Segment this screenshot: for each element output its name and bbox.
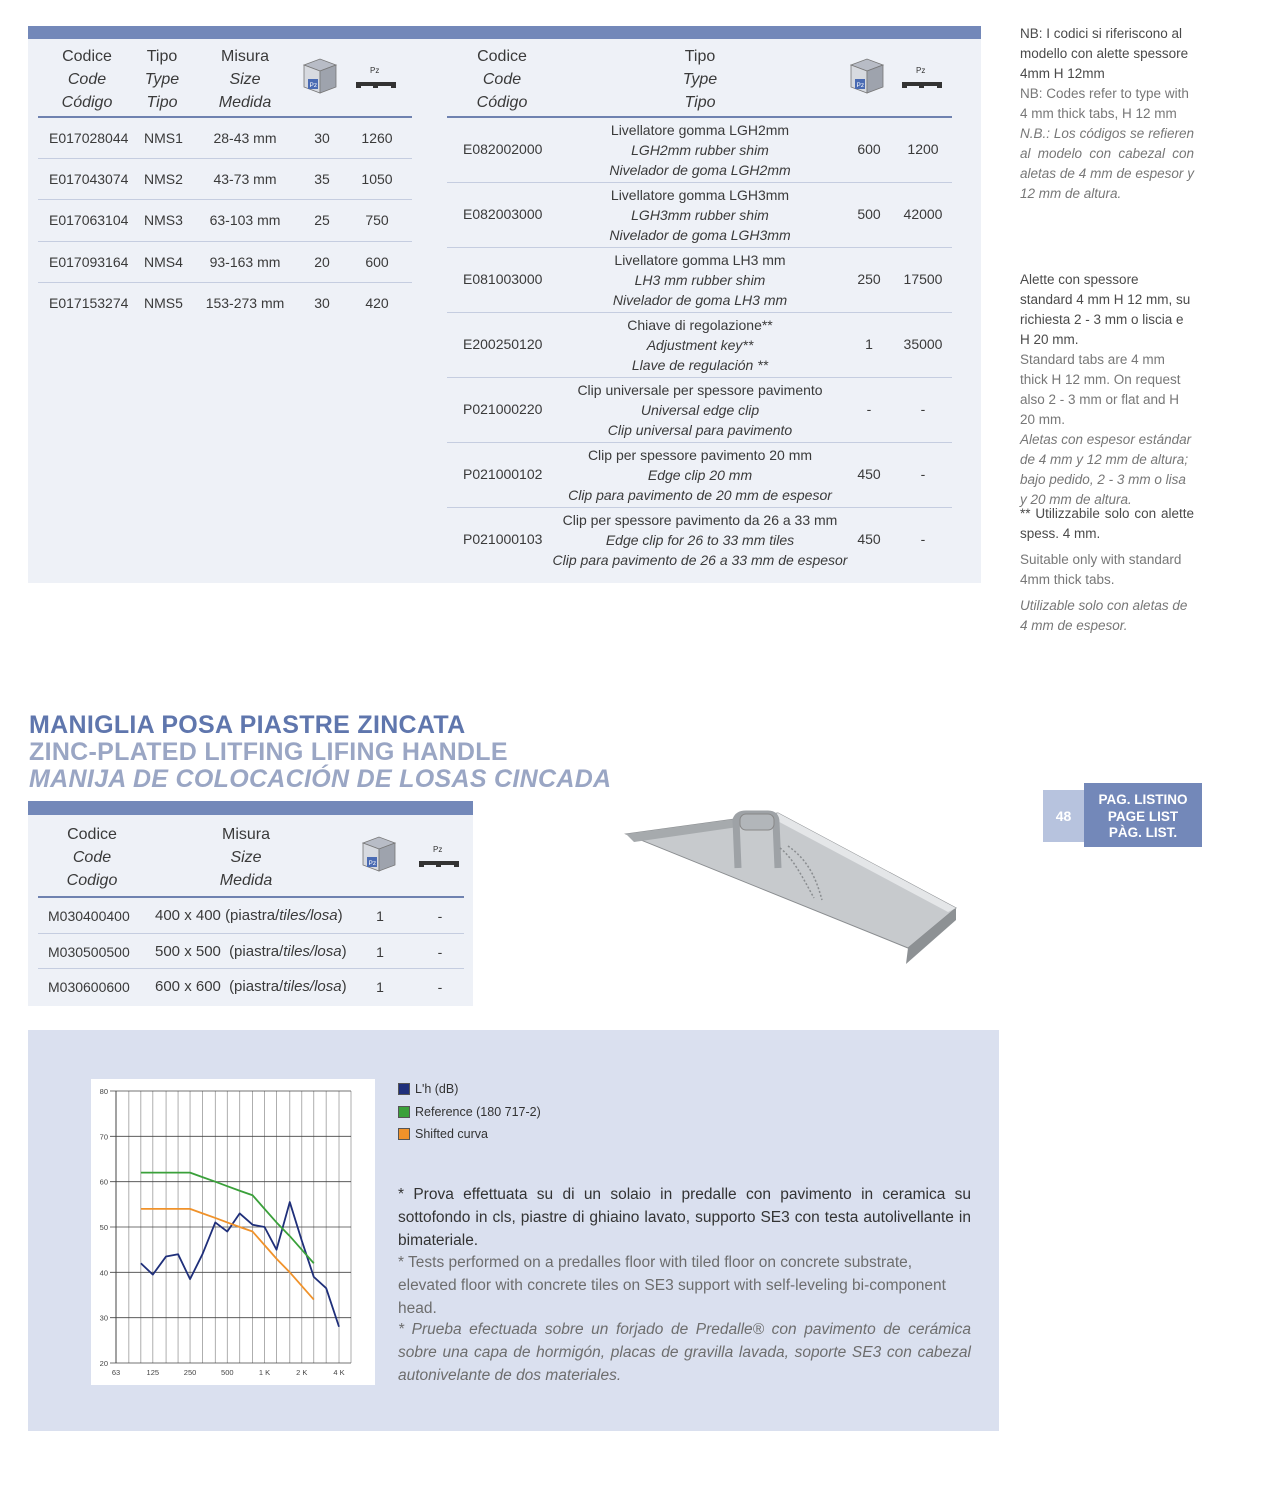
- page-number-box: 48: [1043, 790, 1084, 842]
- row-pz-qty: 35000: [903, 336, 943, 352]
- row-size: 43-73 mm: [213, 171, 277, 188]
- svg-text:Pz: Pz: [916, 66, 926, 75]
- t2-header-code: Codice Code Código: [476, 48, 528, 111]
- row-type-es: Clip universal para pavimento: [607, 422, 793, 438]
- row-type-es: Llave de regulación **: [631, 357, 769, 373]
- row-type-it: Livellatore gomma LH3 mm: [614, 252, 786, 268]
- chart-y-tick: 70: [99, 1132, 108, 1142]
- row-type: [545, 315, 855, 375]
- svg-text:Pz: Pz: [370, 66, 380, 75]
- top-panel-bar: [28, 26, 981, 39]
- svg-text:Pz: Pz: [856, 82, 865, 89]
- row-type-en: Edge clip for 26 to 33 mm tiles: [605, 532, 795, 548]
- handle-title-en: ZINC-PLATED LITFING LIFING HANDLE: [29, 738, 508, 766]
- row-code: P021000102: [463, 466, 543, 482]
- row-pz-qty: 1200: [907, 141, 939, 157]
- chart-x-tick: 500: [221, 1368, 234, 1377]
- chart-y-tick: 50: [99, 1223, 108, 1232]
- row-pz-qty: 1260: [361, 130, 393, 146]
- test-text-es: * Prueba efectuada sobre un forjado de Predalle® con pavimento de cerámica sobre una capa de hormigón, placas de gravilla lavada, soporte SE3 con cabezal autonivelante de dos materiales.: [398, 1321, 971, 1384]
- row-size-value: 500 x 500: [155, 942, 221, 960]
- legend-item-shifted: Shifted curva: [398, 1123, 541, 1146]
- row-type-it: Chiave di regolazione**: [627, 317, 773, 333]
- row-type: [545, 510, 855, 570]
- row-type-en: Edge clip 20 mm: [647, 467, 753, 483]
- page-list-tab[interactable]: PAG. LISTINO PAGE LIST PÀG. LIST.: [1084, 783, 1202, 847]
- legend-swatch-shifted: [398, 1128, 410, 1140]
- row-type: NMS4: [144, 253, 183, 270]
- row-code: E081003000: [463, 271, 543, 287]
- row-size-suffix-b: tiles/losa: [283, 978, 342, 995]
- t1-box-icon: [300, 55, 340, 100]
- chart-y-tick: 60: [99, 1177, 108, 1187]
- svg-text:Pz: Pz: [368, 860, 377, 867]
- chart-x-tick: 250: [183, 1368, 197, 1377]
- row-size-suffix-a: (piastra/: [229, 942, 284, 960]
- row-pz-qty: -: [920, 401, 926, 417]
- chart-x-tick: 4 K: [333, 1368, 345, 1377]
- row-code: M030600600: [48, 979, 130, 995]
- row-type-es: Nivelador de goma LGH2mm: [609, 162, 791, 178]
- row-size-value: 600 x 600: [155, 978, 221, 995]
- t2-box-icon: [847, 55, 887, 100]
- t3-pz-icon: [417, 843, 461, 872]
- row-box-qty: 500: [857, 206, 881, 222]
- legend-swatch-lh: [398, 1083, 410, 1095]
- row-pz-qty: -: [437, 979, 443, 995]
- row-pz-qty: -: [437, 908, 443, 924]
- test-text-it: * Prova effettuata su di un solaio in predalle con pavimento in ceramica su sottofondo in cls, piastre di ghiaino lavato, supporto SE3 con testa autolivellante in bimateriale.: [398, 1186, 971, 1249]
- note-key: ** Utilizzabile solo con alette spess. 4 mm. Suitable only with standard 4mm thick tabs. Utilizable solo con aletas de 4 mm de espesor.: [1020, 506, 1194, 633]
- row-size: 153-273 mm: [205, 294, 285, 311]
- row-type-en: Adjustment key**: [646, 337, 754, 353]
- row-pz-qty: -: [920, 466, 926, 482]
- handle-title-es: MANIJA DE COLOCACIÓN DE LOSAS CINCADA: [29, 765, 612, 793]
- t1-header-size: Misura Size Medida: [218, 48, 272, 111]
- row-size-suffix-c: ): [341, 978, 347, 995]
- row-type: NMS1: [144, 130, 183, 146]
- row-type-it: Clip per spessore pavimento da 26 a 33 mm: [562, 512, 838, 528]
- row-code: E017028044: [49, 130, 129, 146]
- legend-item-lh: L'h (dB): [398, 1078, 541, 1101]
- t1-header-code: Codice Code Código: [61, 48, 113, 111]
- svg-text:Pz: Pz: [433, 845, 443, 854]
- row-code: E017093164: [49, 253, 129, 270]
- note-codes: NB: I codici si riferiscono al modello con alette spessore 4mm H 12mm NB: Codes refer to type with 4 mm thick tabs, H 12 mm N.B.: Los códigos se refieren al modelo con cabezal con aletas de 4 mm de espesor y 12 mm de altura.: [1020, 26, 1194, 201]
- t1-header-type: Tipo Type Tipo: [144, 48, 180, 111]
- row-box-qty: 20: [314, 253, 330, 270]
- row-size: [155, 943, 347, 960]
- row-size: 28-43 mm: [213, 130, 277, 146]
- row-type: [545, 380, 855, 440]
- row-box-qty: 450: [857, 466, 881, 482]
- svg-text:Pz: Pz: [309, 82, 318, 89]
- row-code: E017043074: [49, 171, 129, 188]
- legend-item-reference: Reference (180 717-2): [398, 1101, 541, 1124]
- chart-x-tick: 125: [146, 1368, 160, 1377]
- row-type: [545, 120, 855, 180]
- row-box-qty: 35: [314, 171, 330, 188]
- t3-header-size: Misura Size Medida: [219, 826, 273, 889]
- row-code: E082002000: [463, 141, 543, 157]
- chart-y-tick: 40: [99, 1268, 108, 1278]
- t2-pz-icon: [900, 64, 944, 93]
- row-pz-qty: -: [437, 943, 443, 960]
- row-code: P021000103: [463, 531, 543, 547]
- row-size: 93-163 mm: [209, 253, 281, 270]
- row-type-es: Nivelador de goma LGH3mm: [609, 227, 791, 243]
- row-size: 63-103 mm: [209, 212, 281, 229]
- row-type: [545, 445, 855, 505]
- t2-header-type: Tipo Type Tipo: [682, 48, 718, 111]
- chart-x-tick: 2 K: [296, 1368, 308, 1377]
- row-type-it: Clip universale per spessore pavimento: [577, 382, 823, 398]
- row-box-qty: 1: [376, 943, 384, 960]
- row-code: E200250120: [463, 336, 543, 352]
- row-size-value: 400 x 400: [155, 907, 221, 924]
- row-size-suffix-c: ): [341, 942, 347, 960]
- t3-header-code: Codice Code Codigo: [66, 826, 118, 889]
- row-box-qty: 1: [865, 336, 873, 352]
- row-box-qty: 30: [314, 130, 330, 146]
- row-box-qty: 250: [857, 271, 881, 287]
- row-type-it: Clip per spessore pavimento 20 mm: [587, 447, 813, 463]
- row-size-suffix-b: tiles/losa: [283, 942, 342, 960]
- row-type-en: LGH2mm rubber shim: [631, 142, 769, 158]
- row-box-qty: 25: [314, 212, 330, 229]
- row-pz-qty: 750: [365, 212, 389, 229]
- handle-panel-bar: [28, 801, 473, 815]
- row-code: E017063104: [49, 212, 129, 229]
- row-pz-qty: 600: [365, 253, 389, 270]
- row-code: E017153274: [49, 294, 129, 311]
- row-pz-qty: 420: [365, 294, 389, 311]
- row-box-qty: 1: [376, 908, 384, 924]
- row-size-suffix-a: (piastra/: [225, 907, 280, 924]
- handle-product-image: [618, 808, 960, 970]
- row-type-it: Livellatore gomma LGH3mm: [610, 187, 790, 203]
- note-tabs: Alette con spessore standard 4 mm H 12 mm, su richiesta 2 - 3 mm o liscia e H 20 mm. Standard tabs are 4 mm thick H 12 mm. On request also 2 - 3 mm or flat and H 20 mm. Aletas con espesor estándar de 4 mm y 12 mm de altura; bajo pedido, 2 - 3 mm o lisa y 20 mm de altura.: [1020, 272, 1192, 507]
- row-type-es: Clip para pavimento de 26 a 33 mm de espesor: [552, 552, 848, 568]
- row-code: P021000220: [463, 401, 543, 417]
- row-box-qty: 1: [376, 979, 384, 995]
- row-box-qty: 600: [857, 141, 881, 157]
- chart-legend: [398, 1078, 541, 1146]
- row-size-suffix-a: (piastra/: [229, 978, 284, 995]
- row-box-qty: -: [866, 401, 872, 417]
- chart-x-tick: 1 K: [258, 1368, 271, 1377]
- row-type: [545, 250, 855, 310]
- chart-y-tick: 30: [99, 1313, 108, 1323]
- row-type: [545, 185, 855, 245]
- row-type: NMS2: [144, 171, 183, 188]
- row-type-en: LGH3mm rubber shim: [631, 207, 769, 223]
- row-type-es: Nivelador de goma LH3 mm: [612, 292, 788, 308]
- row-pz-qty: 1050: [361, 171, 393, 188]
- row-size-suffix-c: ): [337, 907, 343, 924]
- test-text-en: * Tests performed on a predalles floor with tiled floor on concrete substrate, elevated floor with concrete tiles on SE3 support with self-leveling bi-component head.: [398, 1254, 946, 1317]
- row-code: E082003000: [463, 206, 543, 222]
- row-type: NMS5: [144, 294, 183, 311]
- row-pz-qty: -: [920, 531, 926, 547]
- row-code: M030400400: [48, 908, 130, 924]
- chart-x-tick: 63: [111, 1368, 121, 1377]
- legend-swatch-reference: [398, 1106, 410, 1118]
- chart-y-tick: 20: [99, 1359, 108, 1368]
- row-code: M030500500: [48, 943, 130, 960]
- row-type-it: Livellatore gomma LGH2mm: [610, 122, 790, 138]
- t3-box-icon: [359, 833, 399, 878]
- row-type-en: Universal edge clip: [640, 402, 760, 418]
- row-box-qty: 450: [857, 531, 881, 547]
- acoustic-chart: [91, 1079, 375, 1385]
- t1-pz-icon: [354, 64, 398, 93]
- row-type-es: Clip para pavimento de 20 mm de espesor: [568, 487, 832, 503]
- row-size: [155, 907, 343, 924]
- row-size: [155, 978, 347, 995]
- handle-title-it: MANIGLIA POSA PIASTRE ZINCATA: [29, 711, 466, 739]
- row-box-qty: 30: [314, 294, 330, 311]
- row-type: NMS3: [144, 212, 183, 229]
- row-size-suffix-b: tiles/losa: [279, 907, 338, 924]
- chart-y-tick: 80: [99, 1087, 108, 1096]
- row-pz-qty: 17500: [903, 271, 943, 287]
- row-type-en: LH3 mm rubber shim: [634, 272, 766, 288]
- row-pz-qty: 42000: [903, 206, 943, 222]
